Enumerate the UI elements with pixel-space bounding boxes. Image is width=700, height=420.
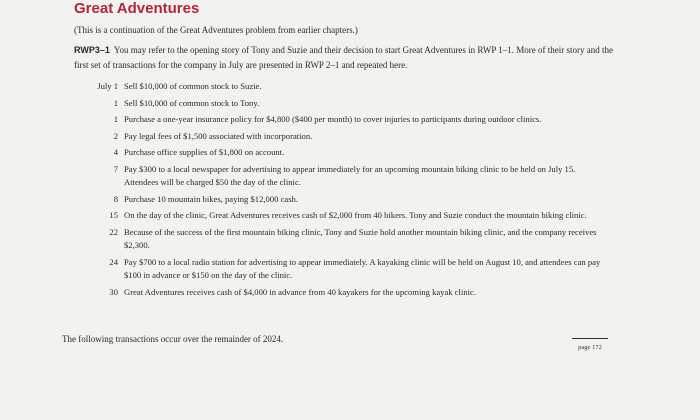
transaction-list (88, 80, 608, 302)
transaction-row (88, 80, 608, 94)
transaction-row (88, 226, 608, 253)
transaction-desc: Because of the success of the first mountain biking clinic, Tony and Suzie hold another mountain biking clinic, and the company receives $2,300. (124, 226, 597, 250)
transaction-row (88, 146, 608, 160)
transaction-desc: Purchase a one-year insurance policy for $4,800 ($400 per month) to cover injuries to participants during outdoor clinics. (124, 114, 542, 124)
transaction-row (88, 113, 608, 127)
intro-note: (This is a continuation of the Great Adventures problem from earlier chapters.) (74, 25, 358, 35)
transaction-row (88, 130, 608, 144)
transaction-date: 15 (109, 210, 118, 220)
transaction-desc: On the day of the clinic, Great Adventures receives cash of $2,000 from 40 bikers. Tony and Suzie conduct the mountain biking clinic. (124, 210, 587, 220)
transaction-date: 1 (113, 97, 118, 108)
page-reference: page 172 (572, 338, 608, 351)
transaction-row (88, 286, 608, 300)
transaction-date: 8 (113, 193, 118, 204)
transaction-desc: Pay $300 to a local newspaper for advertising to appear immediately for an upcoming mountain biking clinic to be held on July 15. Attendees will be charged $50 the day of the clinic. (124, 163, 576, 187)
transaction-date: 24 (109, 256, 118, 267)
transaction-row (88, 97, 608, 111)
transaction-row (88, 256, 608, 283)
transaction-desc: Great Adventures receives cash of $4,000 in advance from 40 kayakers for the upcoming kayak clinic. (124, 286, 476, 297)
transaction-row (88, 209, 608, 223)
transaction-row (88, 193, 608, 207)
transaction-date: 7 (113, 163, 118, 174)
closing-text: The following transactions occur over the remainder of 2024. (62, 334, 284, 344)
rwp-text: You may refer to the opening story of Tony and Suzie and their decision to start Great Adventures in RWP 1–1. More of their story and the first set of transactions for the company in July are presented in RWP 2–1 and repeated here. (74, 45, 613, 70)
transaction-desc: Pay $700 to a local radio station for advertising to appear immediately. A kayaking clinic will be held on August 10, and attendees can pay $100 in advance or $150 on the day of the clinic. (124, 256, 601, 280)
transaction-date: 30 (109, 286, 118, 297)
transaction-date: 2 (113, 130, 118, 141)
transaction-row (88, 163, 608, 190)
transaction-desc: Purchase 10 mountain bikes, paying $12,000 cash. (124, 193, 298, 204)
transaction-desc: Sell $10,000 of common stock to Suzie. (124, 81, 262, 91)
transaction-date: 4 (113, 147, 118, 157)
page-title: Great Adventures (74, 0, 200, 17)
rwp-paragraph (74, 43, 614, 73)
transaction-desc: Purchase office supplies of $1,800 on account. (124, 147, 285, 157)
transaction-date: July 1 (97, 81, 118, 91)
transaction-date: 22 (109, 226, 118, 237)
transaction-desc: Pay legal fees of $1,500 associated with incorporation. (124, 130, 313, 141)
transaction-desc: Sell $10,000 of common stock to Tony. (124, 97, 260, 108)
transaction-date: 1 (113, 114, 118, 124)
rwp-id: RWP3–1 (74, 45, 110, 55)
